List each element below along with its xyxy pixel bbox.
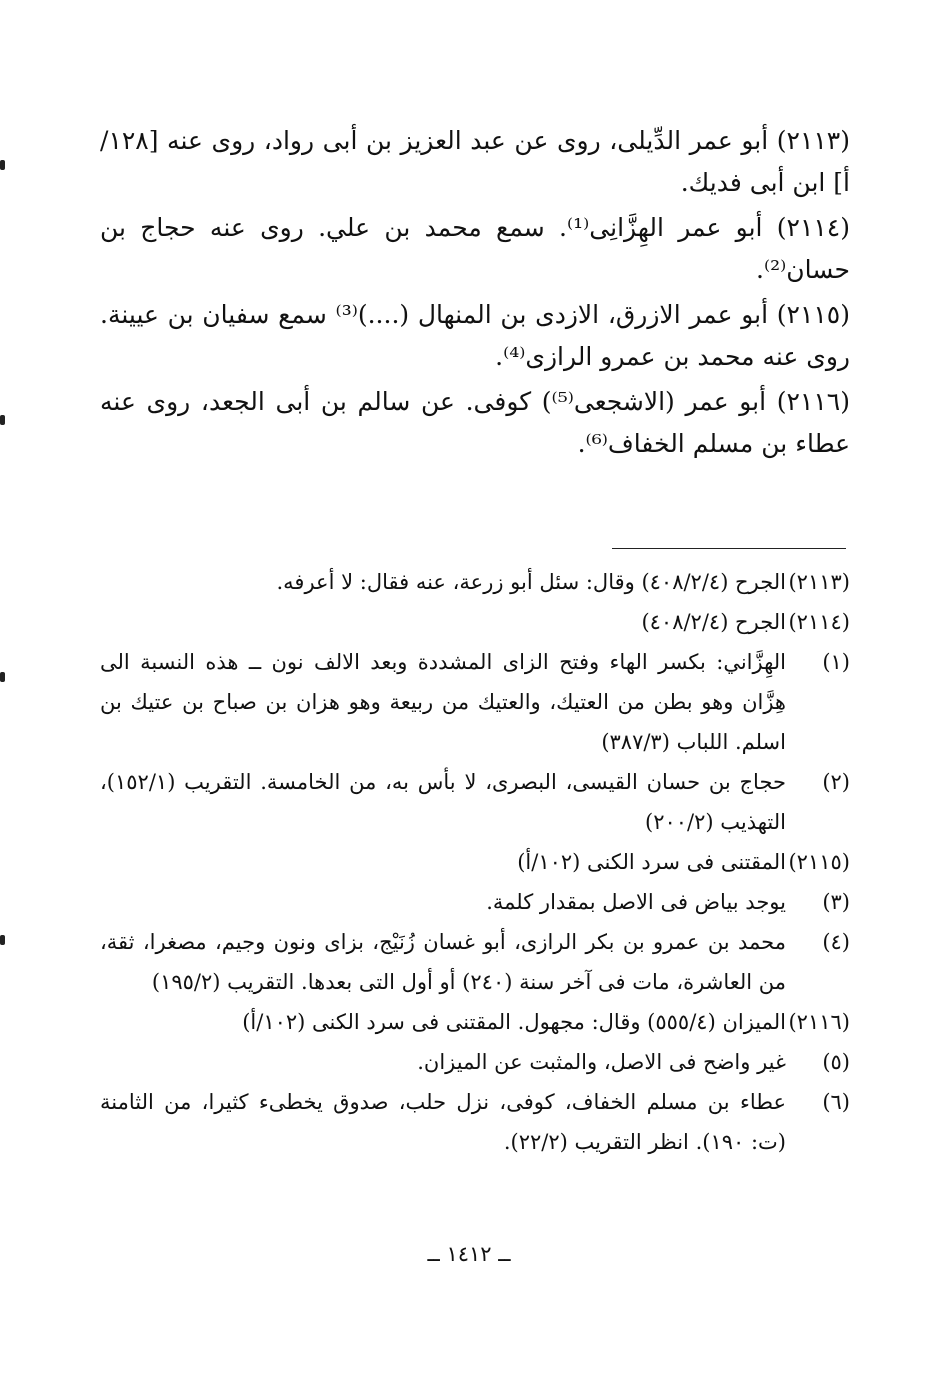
footnote-label: (٤) bbox=[822, 930, 850, 954]
footnote bbox=[100, 762, 850, 842]
entry-2115: (٢١١٥) أبو عمر الازرق، الازدى بن المنهال (....)⁽³⁾ سمع سفيان بن عيينة. روى عنه محمد بن عمرو الرازى⁽⁴⁾. bbox=[100, 300, 850, 371]
footnote-text: الميزان (٥٥٥/٤) وقال: مجهول. المقتنى فى سرد الكنى (١٠٢/أ) bbox=[242, 1010, 786, 1034]
footnote bbox=[100, 1082, 850, 1162]
scan-mark bbox=[0, 935, 5, 945]
footnote-text: حجاج بن حسان القيسى، البصرى، لا بأس به، من الخامسة. التقريب (١٥٢/١)، التهذيب (٢٠٠/٢) bbox=[100, 770, 786, 834]
footnote-label: (٢١١٤) bbox=[788, 610, 850, 634]
footnote-text: الجرح (٤٠٨/٢/٤) وقال: سئل أبو زرعة، عنه فقال: لا أعرفه. bbox=[276, 570, 786, 594]
footnote-text: يوجد بياض فى الاصل بمقدار كلمة. bbox=[486, 890, 786, 914]
main-text bbox=[100, 120, 850, 468]
footnote bbox=[100, 642, 850, 762]
footnote-label: (٢١١٣) bbox=[788, 570, 850, 594]
footnote bbox=[100, 1042, 850, 1082]
footnote-label: (١) bbox=[822, 650, 850, 674]
footnotes bbox=[100, 562, 850, 1162]
entry-2114: (٢١١٤) أبو عمر الهِزَّانِى⁽¹⁾. سمع محمد بن علي. روى عنه حجاج بن حسان⁽²⁾. bbox=[100, 213, 850, 284]
footnote bbox=[100, 882, 850, 922]
scan-mark bbox=[0, 672, 5, 682]
footnote-label: (٢١١٥) bbox=[788, 850, 850, 874]
footnote-text: محمد بن عمرو بن بكر الرازى، أبو غسان زُنَيْج، بزاى ونون وجيم، مصغرا، ثقة، من العاشرة، مات فى آخر سنة (٢٤٠) أو أول التى بعدها. التقريب (١٩٥/٢) bbox=[100, 930, 786, 994]
footnote-label: (٥) bbox=[822, 1050, 850, 1074]
entry-2116: (٢١١٦) أبو عمر (الاشجعى⁽⁵⁾) كوفى. عن سالم بن أبى الجعد، روى عنه عطاء بن مسلم الخفاف⁽⁶⁾. bbox=[100, 387, 850, 458]
footnote-label: (٢١١٦) bbox=[788, 1010, 850, 1034]
footnote-label: (٦) bbox=[822, 1090, 850, 1114]
footnote-label: (٣) bbox=[822, 890, 850, 914]
footnote-text: الهِزَّاني: بكسر الهاء وفتح الزاى المشددة وبعد الالف نون ــ هذه النسبة الى هِزَّان وهو بطن من العتيك، والعتيك من ربيعة وهو هزان بن صباح بن عتيك بن اسلم. اللباب (٣٨٧/٣) bbox=[100, 650, 786, 754]
footnote-label: (٢) bbox=[822, 770, 850, 794]
footnote-text: المقتنى فى سرد الكنى (١٠٢/أ) bbox=[517, 850, 786, 874]
footnote bbox=[100, 922, 850, 1002]
entry-2113: (٢١١٣) أبو عمر الدِّيلى، روى عن عبد العزيز بن أبى رواد، روى عنه [١٢٨/أ] ابن أبى فديك. bbox=[100, 126, 850, 197]
footnote bbox=[100, 842, 850, 882]
footnote bbox=[100, 1002, 850, 1042]
footnote bbox=[100, 602, 850, 642]
page-number: ــ ١٤١٢ ــ bbox=[427, 1242, 511, 1266]
footnote-text: عطاء بن مسلم الخفاف، كوفى، نزل حلب، صدوق يخطىء كثيرا، من الثامنة (ت: ١٩٠). انظر التقريب (٢٢/٢). bbox=[100, 1090, 786, 1154]
footnote-divider bbox=[612, 548, 846, 549]
scan-mark bbox=[0, 160, 5, 170]
footnote-text: الجرح (٤٠٨/٢/٤) bbox=[641, 610, 786, 634]
scan-mark bbox=[0, 415, 5, 425]
footnote-text: غير واضح فى الاصل، والمثبت عن الميزان. bbox=[417, 1050, 786, 1074]
footnote bbox=[100, 562, 850, 602]
